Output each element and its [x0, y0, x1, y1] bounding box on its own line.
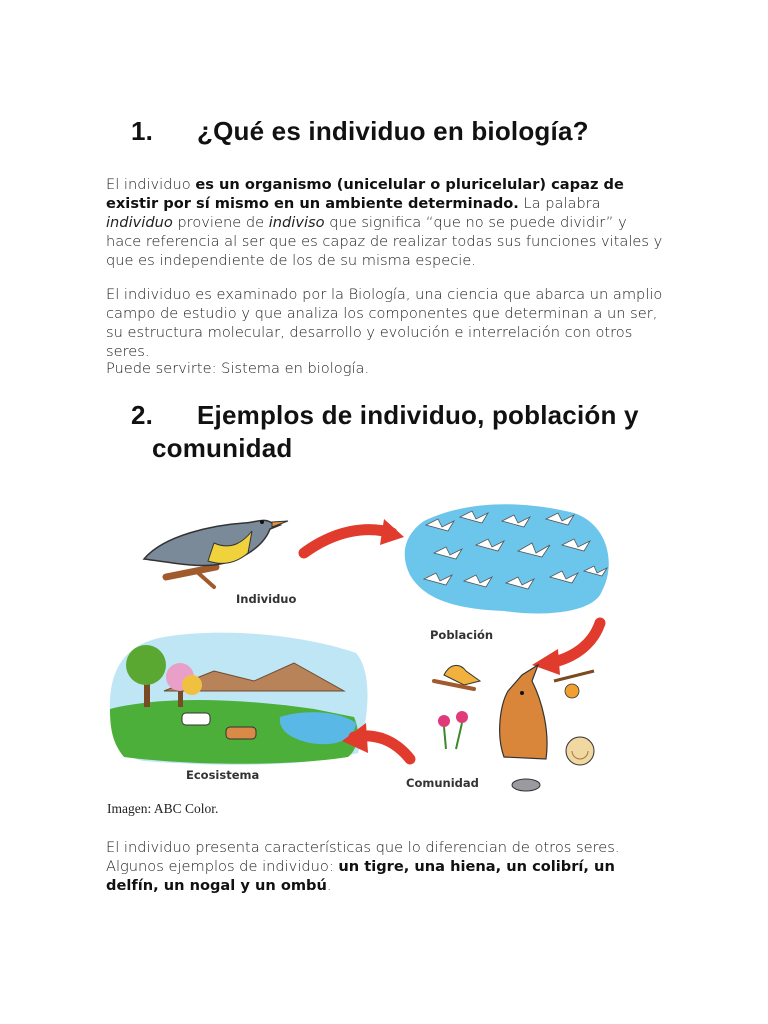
section1-title: ¿Qué es individuo en biología?	[197, 116, 589, 146]
ecosystem-icon	[110, 633, 368, 765]
text-run: El individuo	[106, 176, 196, 193]
community-icon	[434, 665, 594, 791]
text-run: .	[326, 877, 332, 894]
paragraph-see-also: Puede servirte: Sistema en biología.	[106, 360, 370, 377]
section1-number: 1.	[131, 116, 154, 146]
text-run: que significa “que no se puede dividir” y hace referencia al ser que es capaz de realizar todas sus funciones vitales y que es independiente de los de su misma especie.	[106, 214, 663, 269]
italic-run: individuo	[106, 214, 173, 231]
label-ecosistema: Ecosistema	[186, 768, 260, 782]
figure-caption: Imagen: ABC Color.	[107, 801, 219, 816]
levels-of-organization-figure	[104, 495, 624, 795]
bold-run: es un organismo (unicelular o pluricelular) capaz de existir por sí mismo en un ambiente determinado.	[106, 176, 624, 212]
label-individuo: Individuo	[236, 592, 297, 606]
italic-run: indiviso	[268, 214, 325, 231]
paragraph-examples	[106, 838, 666, 895]
label-comunidad: Comunidad	[406, 776, 479, 790]
section1-heading	[131, 116, 589, 147]
section2-number: 2.	[131, 400, 154, 430]
bird-icon	[144, 520, 288, 587]
label-poblacion: Población	[430, 628, 494, 642]
text-run: La palabra	[518, 195, 601, 212]
text-run: El individuo presenta características que lo diferencian de otros seres. Algunos ejemplos de individuo:	[106, 839, 620, 875]
arrow-icon	[304, 530, 392, 553]
section2-heading	[131, 399, 639, 465]
arrow-head-icon	[380, 519, 404, 545]
paragraph-definition	[106, 175, 666, 270]
section2-title-line2: comunidad	[152, 433, 293, 463]
section2-title-line1: Ejemplos de individuo, población y	[197, 400, 639, 430]
bold-run: un tigre, una hiena, un colibrí, un delfín, un nogal y un ombú	[106, 858, 615, 894]
text-run: proviene de	[172, 214, 269, 231]
paragraph-biology: El individuo es examinado por la Biología, una ciencia que abarca un amplio campo de estudio y que analiza los componentes que determinan a un ser, su estructura molecular, desarrollo y evolución e interrelación con otros seres.	[106, 286, 663, 360]
bird-flock-icon	[405, 504, 609, 613]
